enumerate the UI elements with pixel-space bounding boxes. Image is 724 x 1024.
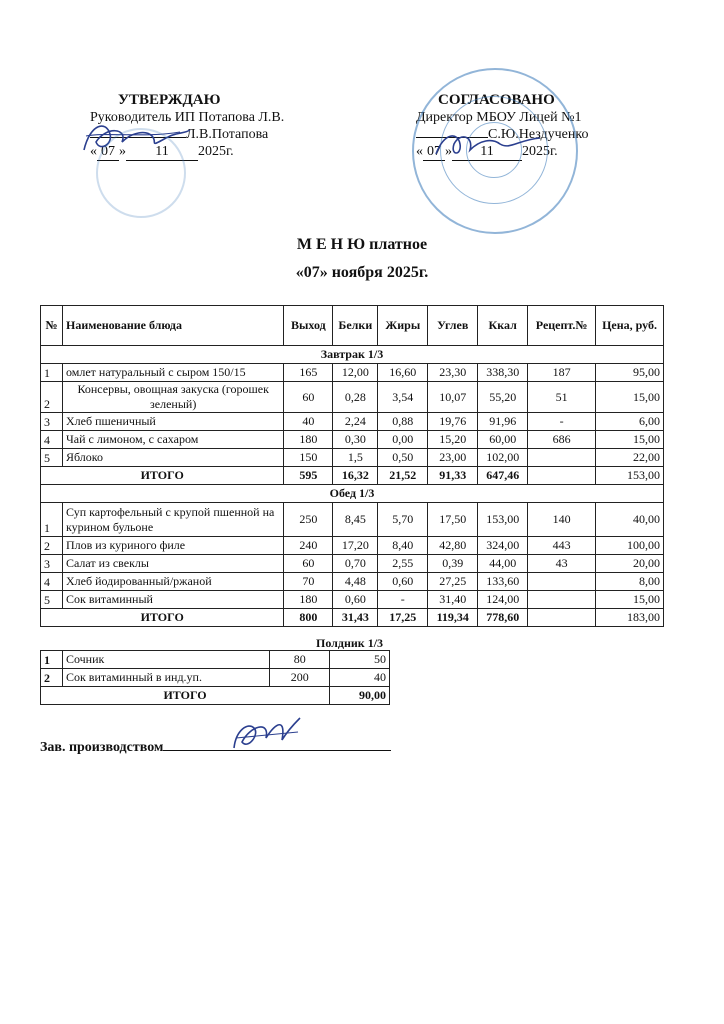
output: 180	[284, 431, 333, 449]
price: 8,00	[596, 573, 664, 591]
output: 165	[284, 364, 333, 382]
recipe: 140	[528, 503, 596, 537]
lunch-rows	[41, 503, 664, 609]
fat: 3,54	[378, 382, 428, 413]
table-row	[41, 431, 664, 449]
row-num: 2	[41, 382, 63, 413]
carbs: 0,39	[428, 555, 478, 573]
menu-date: «07» ноября 2025г.	[295, 264, 429, 281]
menu-table	[40, 305, 664, 627]
table-header-row	[41, 306, 664, 346]
carbs: 23,00	[428, 449, 478, 467]
carbs: 17,50	[428, 503, 478, 537]
agree-month: 11	[452, 144, 522, 161]
recipe: 43	[528, 555, 596, 573]
output: 40	[284, 413, 333, 431]
section-row-lunch	[41, 485, 664, 503]
footer-line	[40, 740, 391, 756]
recipe: 686	[528, 431, 596, 449]
total-output: 800	[284, 609, 333, 627]
dish-name: Салат из свеклы	[62, 555, 283, 573]
total-label: ИТОГО	[41, 467, 284, 485]
header-protein: Белки	[333, 306, 378, 346]
protein: 17,20	[333, 537, 378, 555]
footer-label: Зав. производством	[40, 740, 164, 755]
header-carbs: Углев	[428, 306, 478, 346]
price: 100,00	[596, 537, 664, 555]
agree-title: СОГЛАСОВАНО	[438, 92, 555, 108]
table-row	[41, 591, 664, 609]
approve-year: 2025г.	[198, 144, 234, 159]
row-num: 3	[41, 413, 63, 431]
agree-year: 2025г.	[522, 144, 558, 159]
output: 60	[284, 555, 333, 573]
breakfast-rows	[41, 364, 664, 467]
fat: 0,00	[378, 431, 428, 449]
kcal: 133,60	[478, 573, 528, 591]
price: 20,00	[596, 555, 664, 573]
table-row	[41, 382, 664, 413]
carbs: 19,76	[428, 413, 478, 431]
fat: 2,55	[378, 555, 428, 573]
snack-total-label: ИТОГО	[41, 687, 330, 705]
dish-name: Консервы, овощная закуска (горошек зеленый)	[62, 382, 283, 413]
recipe	[528, 573, 596, 591]
dish-name: Хлеб йодированный/ржаной	[62, 573, 283, 591]
total-kcal: 647,46	[478, 467, 528, 485]
total-recipe	[528, 609, 596, 627]
table-row	[41, 669, 390, 687]
dish-name: Сок витаминный в инд.уп.	[62, 669, 269, 687]
carbs: 42,80	[428, 537, 478, 555]
price: 6,00	[596, 413, 664, 431]
table-row	[41, 537, 664, 555]
total-protein: 31,43	[333, 609, 378, 627]
fat: 0,88	[378, 413, 428, 431]
table-row	[41, 555, 664, 573]
output: 60	[284, 382, 333, 413]
header-price: Цена, руб.	[596, 306, 664, 346]
section-row-breakfast	[41, 346, 664, 364]
kcal: 124,00	[478, 591, 528, 609]
fat: 16,60	[378, 364, 428, 382]
total-price: 153,00	[596, 467, 664, 485]
total-fat: 21,52	[378, 467, 428, 485]
protein: 0,28	[333, 382, 378, 413]
header-dish: Наименование блюда	[62, 306, 283, 346]
fat: 0,60	[378, 573, 428, 591]
total-carbs: 91,33	[428, 467, 478, 485]
fat: 0,50	[378, 449, 428, 467]
carbs: 27,25	[428, 573, 478, 591]
kcal: 44,00	[478, 555, 528, 573]
output: 150	[284, 449, 333, 467]
protein: 12,00	[333, 364, 378, 382]
total-output: 595	[284, 467, 333, 485]
agree-name: С.Ю.Нездученко	[488, 127, 589, 142]
carbs: 10,07	[428, 382, 478, 413]
protein: 2,24	[333, 413, 378, 431]
recipe: 443	[528, 537, 596, 555]
row-num: 1	[41, 651, 63, 669]
agree-date-close: »	[445, 144, 452, 159]
row-num: 3	[41, 555, 63, 573]
row-num: 1	[41, 503, 63, 537]
menu-title: М Е Н Ю платное	[296, 236, 428, 253]
protein: 8,45	[333, 503, 378, 537]
row-num: 5	[41, 449, 63, 467]
recipe	[528, 449, 596, 467]
kcal: 60,00	[478, 431, 528, 449]
output: 250	[284, 503, 333, 537]
price: 22,00	[596, 449, 664, 467]
protein: 0,30	[333, 431, 378, 449]
faded-stamp	[96, 128, 186, 218]
total-carbs: 119,34	[428, 609, 478, 627]
table-row	[41, 651, 390, 669]
price: 40	[330, 669, 390, 687]
fat: 8,40	[378, 537, 428, 555]
recipe: 187	[528, 364, 596, 382]
output: 240	[284, 537, 333, 555]
row-num: 4	[41, 431, 63, 449]
snack-total-price: 90,00	[330, 687, 390, 705]
header-recipe: Рецепт.№	[528, 306, 596, 346]
output: 200	[270, 669, 330, 687]
protein: 0,60	[333, 591, 378, 609]
dish-name: Чай с лимоном, с сахаром	[62, 431, 283, 449]
protein: 0,70	[333, 555, 378, 573]
price: 15,00	[596, 382, 664, 413]
dish-name: Суп картофельный с крупой пшенной на курином бульоне	[62, 503, 283, 537]
total-price: 183,00	[596, 609, 664, 627]
protein: 1,5	[333, 449, 378, 467]
table-row	[41, 413, 664, 431]
agree-date-open: «	[416, 144, 423, 159]
lunch-total-row	[41, 609, 664, 627]
table-row	[41, 449, 664, 467]
fat: -	[378, 591, 428, 609]
header-fat: Жиры	[378, 306, 428, 346]
dish-name: Яблоко	[62, 449, 283, 467]
table-row	[41, 503, 664, 537]
price: 15,00	[596, 431, 664, 449]
dish-name: Плов из куриного филе	[62, 537, 283, 555]
kcal: 55,20	[478, 382, 528, 413]
price: 40,00	[596, 503, 664, 537]
section-title-breakfast: Завтрак 1/3	[41, 346, 664, 364]
approve-day: 07	[97, 144, 119, 161]
protein: 4,48	[333, 573, 378, 591]
header-num: №	[41, 306, 63, 346]
dish-name: Сок витаминный	[62, 591, 283, 609]
total-kcal: 778,60	[478, 609, 528, 627]
total-protein: 16,32	[333, 467, 378, 485]
section-title-lunch: Обед 1/3	[41, 485, 664, 503]
dish-name: Хлеб пшеничный	[62, 413, 283, 431]
recipe: 51	[528, 382, 596, 413]
snack-title: Полдник 1/3	[316, 636, 384, 650]
recipe: -	[528, 413, 596, 431]
approve-position: Руководитель ИП Потапова Л.В.	[90, 110, 285, 125]
carbs: 31,40	[428, 591, 478, 609]
dish-name: омлет натуральный с сыром 150/15	[62, 364, 283, 382]
header-output: Выход	[284, 306, 333, 346]
price: 50	[330, 651, 390, 669]
output: 80	[270, 651, 330, 669]
dish-name: Сочник	[62, 651, 269, 669]
table-row	[41, 364, 664, 382]
snack-rows	[41, 651, 390, 687]
carbs: 15,20	[428, 431, 478, 449]
snack-total-row	[41, 687, 390, 705]
approve-name: Л.В.Потапова	[186, 127, 269, 142]
kcal: 338,30	[478, 364, 528, 382]
school-stamp	[412, 68, 578, 234]
kcal: 102,00	[478, 449, 528, 467]
output: 180	[284, 591, 333, 609]
row-num: 2	[41, 669, 63, 687]
table-row	[41, 573, 664, 591]
fat: 5,70	[378, 503, 428, 537]
kcal: 91,96	[478, 413, 528, 431]
approve-date-open: «	[90, 144, 97, 159]
approve-title: УТВЕРЖДАЮ	[118, 92, 221, 108]
row-num: 2	[41, 537, 63, 555]
price: 15,00	[596, 591, 664, 609]
agree-day: 07	[423, 144, 445, 161]
agree-position: Директор МБОУ Лицей №1	[416, 110, 582, 125]
row-num: 4	[41, 573, 63, 591]
price: 95,00	[596, 364, 664, 382]
output: 70	[284, 573, 333, 591]
kcal: 153,00	[478, 503, 528, 537]
carbs: 23,30	[428, 364, 478, 382]
total-label: ИТОГО	[41, 609, 284, 627]
total-fat: 17,25	[378, 609, 428, 627]
total-recipe	[528, 467, 596, 485]
header-kcal: Ккал	[478, 306, 528, 346]
snack-table	[40, 650, 390, 705]
kcal: 324,00	[478, 537, 528, 555]
breakfast-total-row	[41, 467, 664, 485]
recipe	[528, 591, 596, 609]
row-num: 1	[41, 364, 63, 382]
row-num: 5	[41, 591, 63, 609]
approve-date-close: »	[119, 144, 126, 159]
approve-month: 11	[126, 144, 198, 161]
